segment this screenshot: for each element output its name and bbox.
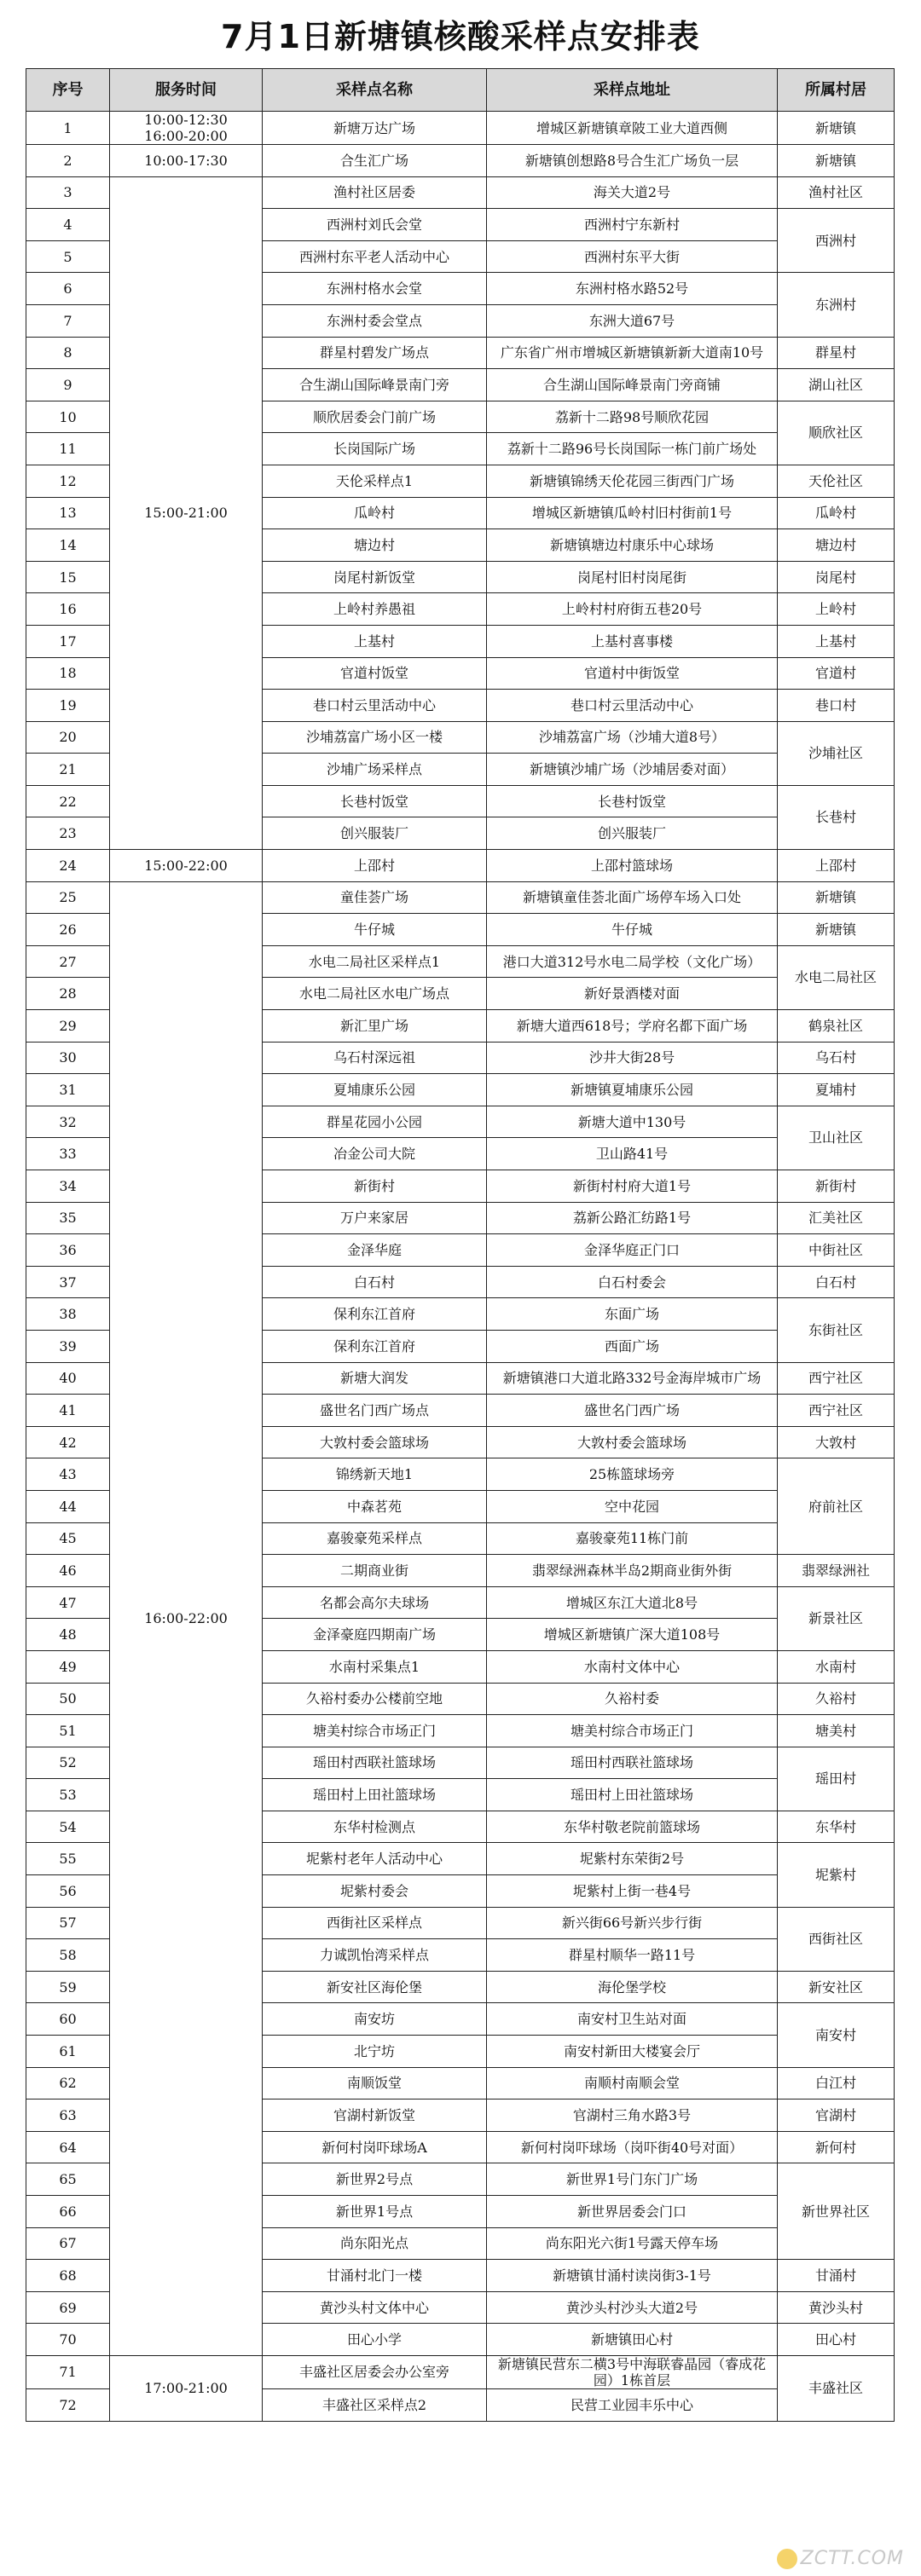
header-service-time: 服务时间 <box>110 69 263 112</box>
row-index: 34 <box>26 1170 110 1203</box>
village: 顺欣社区 <box>778 401 895 465</box>
row-index: 59 <box>26 1971 110 2003</box>
site-name: 上岭村养愚祖 <box>263 593 487 626</box>
row-index: 9 <box>26 369 110 401</box>
row-index: 15 <box>26 561 110 593</box>
village: 天伦社区 <box>778 465 895 497</box>
site-name: 西洲村东平老人活动中心 <box>263 240 487 273</box>
row-index: 30 <box>26 1042 110 1074</box>
site-name: 水电二局社区水电广场点 <box>263 978 487 1010</box>
row-index: 51 <box>26 1715 110 1747</box>
site-name: 顺欣居委会门前广场 <box>263 401 487 433</box>
site-name: 新世界2号点 <box>263 2163 487 2196</box>
site-address: 大敦村委会篮球场 <box>487 1426 778 1458</box>
village: 乌石村 <box>778 1042 895 1074</box>
village: 渔村社区 <box>778 176 895 209</box>
row-index: 17 <box>26 625 110 657</box>
village: 白江村 <box>778 2067 895 2099</box>
row-index: 14 <box>26 529 110 562</box>
village: 翡翠绿洲社 <box>778 1555 895 1587</box>
site-address: 群星村顺华一路11号 <box>487 1939 778 1972</box>
site-name: 沙埔荔富广场小区一楼 <box>263 721 487 754</box>
village: 塘美村 <box>778 1715 895 1747</box>
village: 新塘镇 <box>778 112 895 145</box>
site-address: 新塘镇塘边村康乐中心球场 <box>487 529 778 562</box>
site-address: 岗尾村旧村岗尾街 <box>487 561 778 593</box>
row-index: 49 <box>26 1650 110 1683</box>
row-index: 38 <box>26 1298 110 1331</box>
header-index: 序号 <box>26 69 110 112</box>
site-address: 上邵村篮球场 <box>487 850 778 882</box>
row-index: 33 <box>26 1138 110 1170</box>
site-name: 牛仔城 <box>263 914 487 946</box>
site-name: 丰盛社区采样点2 <box>263 2388 487 2421</box>
service-time: 10:00-12:30 16:00-20:00 <box>110 112 263 145</box>
site-name: 二期商业街 <box>263 1555 487 1587</box>
village: 新世界社区 <box>778 2163 895 2260</box>
site-address: 白石村委会 <box>487 1266 778 1298</box>
sampling-schedule-table <box>26 68 895 2422</box>
site-name: 官道村饭堂 <box>263 657 487 690</box>
site-name: 瓜岭村 <box>263 497 487 529</box>
site-name: 上邵村 <box>263 850 487 882</box>
row-index: 13 <box>26 497 110 529</box>
village: 瑶田村 <box>778 1747 895 1811</box>
row-index: 23 <box>26 817 110 850</box>
village: 水南村 <box>778 1650 895 1683</box>
site-address: 瑶田村上田社篮球场 <box>487 1779 778 1811</box>
site-address: 瑶田村西联社篮球场 <box>487 1747 778 1779</box>
site-address: 新塘镇民营东二横3号中海联睿晶园（睿成花园）1栋首层 <box>487 2355 778 2388</box>
site-name: 塘边村 <box>263 529 487 562</box>
row-index: 36 <box>26 1234 110 1267</box>
row-index: 19 <box>26 690 110 722</box>
village: 黄沙头村 <box>778 2291 895 2324</box>
site-name: 嘉骏豪苑采样点 <box>263 1522 487 1555</box>
row-index: 61 <box>26 2036 110 2068</box>
site-address: 新世界居委会门口 <box>487 2196 778 2228</box>
site-name: 新安社区海伦堡 <box>263 1971 487 2003</box>
site-name: 新世界1号点 <box>263 2196 487 2228</box>
service-time: 15:00-22:00 <box>110 850 263 882</box>
row-index: 71 <box>26 2355 110 2388</box>
village: 汇美社区 <box>778 1202 895 1234</box>
site-address: 海伦堡学校 <box>487 1971 778 2003</box>
service-time: 17:00-21:00 <box>110 2355 263 2421</box>
village: 西宁社区 <box>778 1362 895 1395</box>
site-name: 水电二局社区采样点1 <box>263 945 487 978</box>
site-address: 官道村中街饭堂 <box>487 657 778 690</box>
site-name: 塘美村综合市场正门 <box>263 1715 487 1747</box>
table-row <box>26 2355 895 2388</box>
site-name: 丰盛社区居委会办公室旁 <box>263 2355 487 2388</box>
site-name: 名都会高尔夫球场 <box>263 1586 487 1619</box>
site-name: 南安坊 <box>263 2003 487 2036</box>
row-index: 7 <box>26 304 110 337</box>
village: 群星村 <box>778 337 895 369</box>
row-index: 26 <box>26 914 110 946</box>
site-address: 新塘镇港口大道北路332号金海岸城市广场 <box>487 1362 778 1395</box>
site-address: 新塘镇创想路8号合生汇广场负一层 <box>487 145 778 177</box>
row-index: 45 <box>26 1522 110 1555</box>
row-index: 11 <box>26 433 110 465</box>
site-name: 锦绣新天地1 <box>263 1458 487 1491</box>
site-address: 新塘镇锦绣天伦花园三街西门广场 <box>487 465 778 497</box>
table-row <box>26 176 895 209</box>
row-index: 37 <box>26 1266 110 1298</box>
site-address: 南顺村南顺会堂 <box>487 2067 778 2099</box>
row-index: 20 <box>26 721 110 754</box>
site-name: 合生汇广场 <box>263 145 487 177</box>
village: 夏埔村 <box>778 1074 895 1106</box>
table-row <box>26 850 895 882</box>
site-name: 沙埔广场采样点 <box>263 754 487 786</box>
site-name: 新塘万达广场 <box>263 112 487 145</box>
site-name: 东华村检测点 <box>263 1811 487 1843</box>
village: 东洲村 <box>778 273 895 337</box>
site-address: 尚东阳光六街1号露天停车场 <box>487 2227 778 2260</box>
site-name: 南顺饭堂 <box>263 2067 487 2099</box>
site-name: 冶金公司大院 <box>263 1138 487 1170</box>
site-name: 新街村 <box>263 1170 487 1203</box>
site-address: 空中花园 <box>487 1490 778 1522</box>
site-name: 保利东江首府 <box>263 1298 487 1331</box>
service-time: 15:00-21:00 <box>110 176 263 849</box>
site-name: 长巷村饭堂 <box>263 785 487 817</box>
village: 新景社区 <box>778 1586 895 1650</box>
site-address: 坭紫村上街一巷4号 <box>487 1875 778 1908</box>
row-index: 41 <box>26 1395 110 1427</box>
row-index: 29 <box>26 1010 110 1043</box>
header-site-name: 采样点名称 <box>263 69 487 112</box>
site-name: 盛世名门西广场点 <box>263 1395 487 1427</box>
site-address: 东华村敬老院前篮球场 <box>487 1811 778 1843</box>
village: 西洲村 <box>778 209 895 273</box>
row-index: 43 <box>26 1458 110 1491</box>
village: 上基村 <box>778 625 895 657</box>
site-name: 金泽豪庭四期南广场 <box>263 1619 487 1651</box>
village: 上岭村 <box>778 593 895 626</box>
row-index: 42 <box>26 1426 110 1458</box>
row-index: 68 <box>26 2260 110 2292</box>
site-address: 官湖村三角水路3号 <box>487 2099 778 2132</box>
village: 大敦村 <box>778 1426 895 1458</box>
row-index: 31 <box>26 1074 110 1106</box>
site-address: 塘美村综合市场正门 <box>487 1715 778 1747</box>
row-index: 63 <box>26 2099 110 2132</box>
site-name: 乌石村深远祖 <box>263 1042 487 1074</box>
row-index: 57 <box>26 1907 110 1939</box>
site-address: 西洲村东平大街 <box>487 240 778 273</box>
site-address: 荔新十二路96号长岗国际一栋门前广场处 <box>487 433 778 465</box>
site-name: 坭紫村委会 <box>263 1875 487 1908</box>
row-index: 22 <box>26 785 110 817</box>
site-address: 牛仔城 <box>487 914 778 946</box>
site-address: 创兴服装厂 <box>487 817 778 850</box>
village: 田心村 <box>778 2324 895 2356</box>
site-address: 增城区东江大道北8号 <box>487 1586 778 1619</box>
site-name: 白石村 <box>263 1266 487 1298</box>
site-name: 金泽华庭 <box>263 1234 487 1267</box>
site-address: 东洲村格水路52号 <box>487 273 778 305</box>
site-name: 群星村碧发广场点 <box>263 337 487 369</box>
site-address: 海关大道2号 <box>487 176 778 209</box>
site-address: 新兴街66号新兴步行街 <box>487 1907 778 1939</box>
site-address: 新好景酒楼对面 <box>487 978 778 1010</box>
row-index: 24 <box>26 850 110 882</box>
village: 新街村 <box>778 1170 895 1203</box>
site-name: 新汇里广场 <box>263 1010 487 1043</box>
site-name: 瑶田村上田社篮球场 <box>263 1779 487 1811</box>
site-address: 新塘镇田心村 <box>487 2324 778 2356</box>
site-address: 新塘大道中130号 <box>487 1106 778 1138</box>
site-name: 保利东江首府 <box>263 1330 487 1362</box>
site-name: 岗尾村新饭堂 <box>263 561 487 593</box>
site-name: 久裕村委办公楼前空地 <box>263 1683 487 1715</box>
site-address: 新塘镇夏埔康乐公园 <box>487 1074 778 1106</box>
row-index: 56 <box>26 1875 110 1908</box>
village: 塘边村 <box>778 529 895 562</box>
watermark-text: ZCTT.COM <box>800 2548 904 2569</box>
village: 官湖村 <box>778 2099 895 2132</box>
village: 府前社区 <box>778 1458 895 1555</box>
site-name: 甘涌村北门一楼 <box>263 2260 487 2292</box>
row-index: 64 <box>26 2131 110 2163</box>
village: 卫山社区 <box>778 1106 895 1170</box>
site-name: 东洲村委会堂点 <box>263 304 487 337</box>
row-index: 18 <box>26 657 110 690</box>
row-index: 8 <box>26 337 110 369</box>
service-time: 16:00-22:00 <box>110 881 263 2355</box>
row-index: 50 <box>26 1683 110 1715</box>
site-address: 25栋篮球场旁 <box>487 1458 778 1491</box>
site-name: 坭紫村老年人活动中心 <box>263 1843 487 1875</box>
site-name: 巷口村云里活动中心 <box>263 690 487 722</box>
village: 湖山社区 <box>778 369 895 401</box>
village: 甘涌村 <box>778 2260 895 2292</box>
site-name: 童佳荟广场 <box>263 881 487 914</box>
row-index: 21 <box>26 754 110 786</box>
table-row <box>26 881 895 914</box>
site-address: 巷口村云里活动中心 <box>487 690 778 722</box>
site-name: 力诚凯怡湾采样点 <box>263 1939 487 1972</box>
site-address: 东洲大道67号 <box>487 304 778 337</box>
row-index: 32 <box>26 1106 110 1138</box>
site-name: 渔村社区居委 <box>263 176 487 209</box>
site-name: 新塘大润发 <box>263 1362 487 1395</box>
site-address: 卫山路41号 <box>487 1138 778 1170</box>
row-index: 52 <box>26 1747 110 1779</box>
site-name: 创兴服装厂 <box>263 817 487 850</box>
row-index: 72 <box>26 2388 110 2421</box>
site-address: 新塘镇童佳荟北面广场停车场入口处 <box>487 881 778 914</box>
row-index: 39 <box>26 1330 110 1362</box>
site-address: 西洲村宁东新村 <box>487 209 778 241</box>
site-address: 港口大道312号水电二局学校（文化广场） <box>487 945 778 978</box>
table-body <box>26 112 895 2422</box>
village: 中街社区 <box>778 1234 895 1267</box>
site-address: 增城区新塘镇广深大道108号 <box>487 1619 778 1651</box>
site-address: 黄沙头村沙头大道2号 <box>487 2291 778 2324</box>
row-index: 25 <box>26 881 110 914</box>
village: 上邵村 <box>778 850 895 882</box>
site-address: 盛世名门西广场 <box>487 1395 778 1427</box>
watermark-logo-icon <box>777 2549 797 2569</box>
site-address: 民营工业园丰乐中心 <box>487 2388 778 2421</box>
row-index: 69 <box>26 2291 110 2324</box>
site-name: 合生湖山国际峰景南门旁 <box>263 369 487 401</box>
site-name: 黄沙头村文体中心 <box>263 2291 487 2324</box>
village: 新塘镇 <box>778 881 895 914</box>
row-index: 55 <box>26 1843 110 1875</box>
row-index: 65 <box>26 2163 110 2196</box>
site-address: 金泽华庭正门口 <box>487 1234 778 1267</box>
site-address: 新街村村府大道1号 <box>487 1170 778 1203</box>
row-index: 28 <box>26 978 110 1010</box>
site-address: 荔新公路汇纺路1号 <box>487 1202 778 1234</box>
header-village: 所属村居 <box>778 69 895 112</box>
site-address: 上岭村村府街五巷20号 <box>487 593 778 626</box>
site-address: 荔新十二路98号顺欣花园 <box>487 401 778 433</box>
row-index: 27 <box>26 945 110 978</box>
site-address: 坭紫村东荣街2号 <box>487 1843 778 1875</box>
village: 官道村 <box>778 657 895 690</box>
row-index: 58 <box>26 1939 110 1972</box>
village: 瓜岭村 <box>778 497 895 529</box>
village: 巷口村 <box>778 690 895 722</box>
site-name: 北宁坊 <box>263 2036 487 2068</box>
village: 丰盛社区 <box>778 2355 895 2421</box>
row-index: 66 <box>26 2196 110 2228</box>
row-index: 16 <box>26 593 110 626</box>
site-address: 新世界1号门东门广场 <box>487 2163 778 2196</box>
site-name: 田心小学 <box>263 2324 487 2356</box>
row-index: 46 <box>26 1555 110 1587</box>
service-time: 10:00-17:30 <box>110 145 263 177</box>
table-row <box>26 112 895 145</box>
site-address: 东面广场 <box>487 1298 778 1331</box>
row-index: 5 <box>26 240 110 273</box>
site-name: 万户来家居 <box>263 1202 487 1234</box>
site-name: 天伦采样点1 <box>263 465 487 497</box>
site-name: 瑶田村西联社篮球场 <box>263 1747 487 1779</box>
row-index: 62 <box>26 2067 110 2099</box>
site-name: 尚东阳光点 <box>263 2227 487 2260</box>
site-address: 西面广场 <box>487 1330 778 1362</box>
site-name: 新何村岗吓球场A <box>263 2131 487 2163</box>
watermark <box>777 2548 904 2569</box>
site-address: 沙埔荔富广场（沙埔大道8号） <box>487 721 778 754</box>
village: 东华村 <box>778 1811 895 1843</box>
village: 新安社区 <box>778 1971 895 2003</box>
row-index: 12 <box>26 465 110 497</box>
site-address: 长巷村饭堂 <box>487 785 778 817</box>
row-index: 1 <box>26 112 110 145</box>
site-name: 群星花园小公园 <box>263 1106 487 1138</box>
row-index: 10 <box>26 401 110 433</box>
site-address: 水南村文体中心 <box>487 1650 778 1683</box>
site-name: 西街社区采样点 <box>263 1907 487 1939</box>
village: 南安村 <box>778 2003 895 2067</box>
site-address: 嘉骏豪苑11栋门前 <box>487 1522 778 1555</box>
row-index: 4 <box>26 209 110 241</box>
site-address: 增城区新塘镇瓜岭村旧村街前1号 <box>487 497 778 529</box>
village: 新何村 <box>778 2131 895 2163</box>
site-name: 中森茗苑 <box>263 1490 487 1522</box>
site-address: 新塘镇甘涌村读岗街3-1号 <box>487 2260 778 2292</box>
site-address: 广东省广州市增城区新塘镇新新大道南10号 <box>487 337 778 369</box>
page-title: 7月1日新塘镇核酸采样点安排表 <box>221 17 700 55</box>
village: 鹤泉社区 <box>778 1010 895 1043</box>
village: 长巷村 <box>778 785 895 849</box>
row-index: 54 <box>26 1811 110 1843</box>
village: 新塘镇 <box>778 914 895 946</box>
site-address: 翡翠绿洲森林半岛2期商业街外街 <box>487 1555 778 1587</box>
site-name: 官湖村新饭堂 <box>263 2099 487 2132</box>
row-index: 3 <box>26 176 110 209</box>
row-index: 47 <box>26 1586 110 1619</box>
site-address: 合生湖山国际峰景南门旁商铺 <box>487 369 778 401</box>
site-address: 南安村新田大楼宴会厅 <box>487 2036 778 2068</box>
header-site-address: 采样点地址 <box>487 69 778 112</box>
row-index: 48 <box>26 1619 110 1651</box>
site-name: 东洲村格水会堂 <box>263 273 487 305</box>
row-index: 44 <box>26 1490 110 1522</box>
site-address: 久裕村委 <box>487 1683 778 1715</box>
table-header-row <box>26 69 895 112</box>
row-index: 2 <box>26 145 110 177</box>
site-address: 新塘镇沙埔广场（沙埔居委对面） <box>487 754 778 786</box>
village: 岗尾村 <box>778 561 895 593</box>
row-index: 70 <box>26 2324 110 2356</box>
row-index: 35 <box>26 1202 110 1234</box>
site-name: 夏埔康乐公园 <box>263 1074 487 1106</box>
village: 西街社区 <box>778 1907 895 1971</box>
site-address: 南安村卫生站对面 <box>487 2003 778 2036</box>
village: 久裕村 <box>778 1683 895 1715</box>
village: 白石村 <box>778 1266 895 1298</box>
row-index: 53 <box>26 1779 110 1811</box>
row-index: 40 <box>26 1362 110 1395</box>
row-index: 60 <box>26 2003 110 2036</box>
village: 沙埔社区 <box>778 721 895 785</box>
row-index: 67 <box>26 2227 110 2260</box>
village: 水电二局社区 <box>778 945 895 1009</box>
site-address: 新塘大道西618号；学府名都下面广场 <box>487 1010 778 1043</box>
site-address: 增城区新塘镇章陂工业大道西侧 <box>487 112 778 145</box>
site-name: 大敦村委会篮球场 <box>263 1426 487 1458</box>
site-name: 西洲村刘氏会堂 <box>263 209 487 241</box>
table-row <box>26 145 895 177</box>
row-index: 6 <box>26 273 110 305</box>
site-address: 上基村喜事楼 <box>487 625 778 657</box>
site-address: 新何村岗吓球场（岗吓街40号对面） <box>487 2131 778 2163</box>
site-name: 长岗国际广场 <box>263 433 487 465</box>
village: 坭紫村 <box>778 1843 895 1907</box>
village: 东街社区 <box>778 1298 895 1362</box>
site-name: 上基村 <box>263 625 487 657</box>
village: 新塘镇 <box>778 145 895 177</box>
site-address: 沙井大街28号 <box>487 1042 778 1074</box>
village: 西宁社区 <box>778 1395 895 1427</box>
site-name: 水南村采集点1 <box>263 1650 487 1683</box>
